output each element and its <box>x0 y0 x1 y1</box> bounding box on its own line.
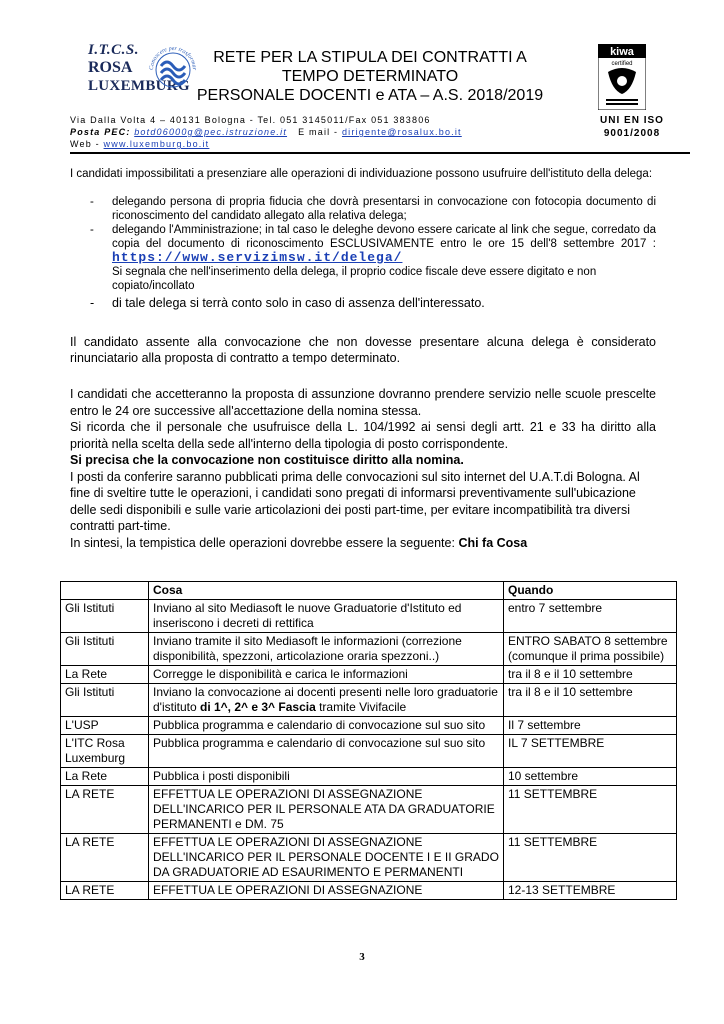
cell-quando: ENTRO SABATO 8 settembre (comunque il prima possibile) <box>504 633 677 666</box>
cell-quando: 12-13 SETTEMBRE <box>504 882 677 900</box>
iso-line-2: 9001/2008 <box>603 128 661 139</box>
paragraph-bold-notice: Si precisa che la convocazione non costituisce diritto alla nomina. <box>70 453 464 467</box>
cell-cosa-part-a: Inviano la convocazione ai docenti presenti nelle loro graduatorie d'istituto <box>153 685 498 714</box>
cell-chi: L'ITC Rosa Luxemburg <box>61 735 149 768</box>
table-row <box>61 600 677 633</box>
pec-label: Posta PEC: <box>70 127 131 137</box>
table-row <box>61 735 677 768</box>
bullet-dash: - <box>90 224 94 236</box>
bullet-text-2: delegando l'Amministrazione; in tal caso le deleghe devono essere caricate al link che segue, corredato da copia del documento di riconoscimento ESCLUSIVAMENTE entro le ore 15 dell'8 settembre 2017 : <box>112 224 656 250</box>
table-row <box>61 717 677 735</box>
header-divider <box>70 152 690 154</box>
list-item <box>90 195 656 223</box>
cell-cosa: EFFETTUA LE OPERAZIONI DI ASSEGNAZIONE <box>149 882 504 900</box>
title-line-3: PERSONALE DOCENTI e ATA – A.S. 2018/2019 <box>196 87 544 104</box>
cell-quando: 11 SETTEMBRE <box>504 834 677 882</box>
table-row <box>61 666 677 684</box>
paragraph-absent: Il candidato assente alla convocazione che non dovesse presentare alcuna delega è considerato rinunciatario alla proposta di contratto a tempo determinato. <box>70 335 656 365</box>
cell-chi: LA RETE <box>61 882 149 900</box>
table-row <box>61 633 677 666</box>
list-item <box>90 223 656 293</box>
cell-cosa: Corregge le disponibilità e carica le informazioni <box>149 666 504 684</box>
intro-paragraph: I candidati impossibilitati a presenziare alle operazioni di individuazione possono usufruire dell'istituto della delega: <box>70 168 653 180</box>
table-row <box>61 834 677 882</box>
bullet-dash: - <box>90 296 95 310</box>
paragraph-block <box>70 386 670 551</box>
bullet-2-note: Si segnala che nell'inserimento della delega, il proprio codice fiscale deve essere digitato e non copiato/incollato <box>112 266 597 292</box>
iso-certification-label <box>578 114 686 140</box>
cell-cosa: Inviano tramite il sito Mediasoft le informazioni (correzione disponibilità, spezzoni, articolazione oraria spezzoni..) <box>149 633 504 666</box>
cell-cosa-part-b: tramite Vivifacile <box>319 700 407 714</box>
table-row <box>61 684 677 717</box>
cell-quando: IL 7 SETTEMBRE <box>504 735 677 768</box>
email-link[interactable]: dirigente@rosalux.bo.it <box>341 127 462 137</box>
paragraph-accept: I candidati che accetteranno la proposta di assunzione dovranno prendere servizio nelle scuole prescelte entro le 24 ore successive all'accettazione della nomina stessa. <box>70 387 656 418</box>
cell-cosa-bold: di 1^, 2^ e 3^ Fascia <box>200 700 316 714</box>
contact-web-line <box>70 138 550 150</box>
cell-chi: LA RETE <box>61 786 149 834</box>
iso-line-1: UNI EN ISO <box>600 115 664 126</box>
cell-quando: entro 7 settembre <box>504 600 677 633</box>
web-label: Web - <box>70 139 100 149</box>
paragraph-summary <box>70 535 670 552</box>
delega-link[interactable]: https://www.servizimsw.it/delega/ <box>112 250 403 265</box>
paragraph-posts: I posti da conferire saranno pubblicati prima delle convocazioni sul sito internet del U.A.T.di Bologna. Al fine di sveltire tutte le operazioni, i candidati sono pregati di informarsi preventivamente sull'ubicazione delle sedi disponibili e sulle varie articolazioni dei posti part-time, per evitare incompatibilità tra diversi contratti part-time. <box>70 469 640 533</box>
cell-quando: tra il 8 e il 10 settembre <box>504 684 677 717</box>
header-cell: Cosa <box>149 582 504 600</box>
paragraph-law: Si ricorda che il personale che usufruisce della L. 104/1992 ai sensi degli artt. 21 e 33 ha diritto alla priorità nella scelta della sede all'interno della tipologia di posto corrispondente. <box>70 420 656 451</box>
cell-cosa: Inviano al sito Mediasoft le nuove Graduatorie d'Istituto ed inseriscono i decreti di rettifica <box>149 600 504 633</box>
summary-bold: Chi fa Cosa <box>458 535 528 550</box>
pec-email-link[interactable]: botd06000g@pec.istruzione.it <box>134 127 288 137</box>
logo-line3: LUXEMBURG <box>88 78 190 94</box>
table-row <box>61 768 677 786</box>
cell-cosa: Pubblica programma e calendario di convocazione sul suo sito <box>149 735 504 768</box>
title-line-1: RETE PER LA STIPULA DEI CONTRATTI A <box>213 49 527 66</box>
table-row <box>61 882 677 900</box>
document-title <box>190 48 550 105</box>
cell-quando: Il 7 settembre <box>504 717 677 735</box>
schedule-table <box>60 581 677 900</box>
cell-chi: Gli Istituti <box>61 684 149 717</box>
header-cell <box>61 582 149 600</box>
kiwa-sub: certified <box>611 61 633 67</box>
cell-chi: LA RETE <box>61 834 149 882</box>
header-cell: Quando <box>504 582 677 600</box>
page-number: 3 <box>359 951 365 963</box>
bullet-text-3: di tale delega si terrà conto solo in caso di assenza dell'interessato. <box>112 296 485 310</box>
kiwa-brand: kiwa <box>610 46 634 58</box>
summary-text: In sintesi, la tempistica delle operazioni dovrebbe essere la seguente: <box>70 535 455 550</box>
cell-chi: Gli Istituti <box>61 600 149 633</box>
cell-chi: Gli Istituti <box>61 633 149 666</box>
cell-cosa: Pubblica programma e calendario di convocazione sul suo sito <box>149 717 504 735</box>
table-row <box>61 786 677 834</box>
cell-chi: La Rete <box>61 768 149 786</box>
contact-pec-line <box>70 126 550 138</box>
contact-block <box>70 114 550 150</box>
list-item <box>90 296 656 310</box>
cell-cosa: Pubblica i posti disponibili <box>149 768 504 786</box>
cell-quando: 11 SETTEMBRE <box>504 786 677 834</box>
bullet-text-1: delegando persona di propria fiducia che dovrà presentarsi in convocazione con fotocopia documento di riconoscimento del candidato allegato alla relativa delega; <box>112 196 656 222</box>
cell-quando: 10 settembre <box>504 768 677 786</box>
logo-line2: ROSA <box>88 59 133 76</box>
title-line-2: TEMPO DETERMINATO <box>281 68 459 85</box>
bullet-dash: - <box>90 196 94 208</box>
logo-line1: I.T.C.S. <box>88 42 139 58</box>
cell-cosa: EFFETTUA LE OPERAZIONI DI ASSEGNAZIONE DELL'INCARICO PER IL PERSONALE DOCENTE I E II GRADO DA GRADUATORIE AD ESAURIMENTO E PERMANENTI <box>149 834 504 882</box>
contact-address: Via Dalla Volta 4 – 40131 Bologna - Tel. 051 3145011/Fax 051 383806 <box>70 115 431 125</box>
kiwa-certification-logo <box>598 44 646 110</box>
table-header-row <box>61 582 677 600</box>
email-label: E mail - <box>298 127 339 137</box>
cell-chi: La Rete <box>61 666 149 684</box>
cell-quando: tra il 8 e il 10 settembre <box>504 666 677 684</box>
web-link[interactable]: www.luxemburg.bo.it <box>103 139 210 149</box>
cell-cosa: EFFETTUA LE OPERAZIONI DI ASSEGNAZIONE DELL'INCARICO PER IL PERSONALE ATA DA GRADUATORIE PERMANENTI e DM. 75 <box>149 786 504 834</box>
cell-cosa <box>149 684 504 717</box>
cell-chi: L'USP <box>61 717 149 735</box>
logo-mark-text: Conoscere per trasformar <box>148 45 198 71</box>
